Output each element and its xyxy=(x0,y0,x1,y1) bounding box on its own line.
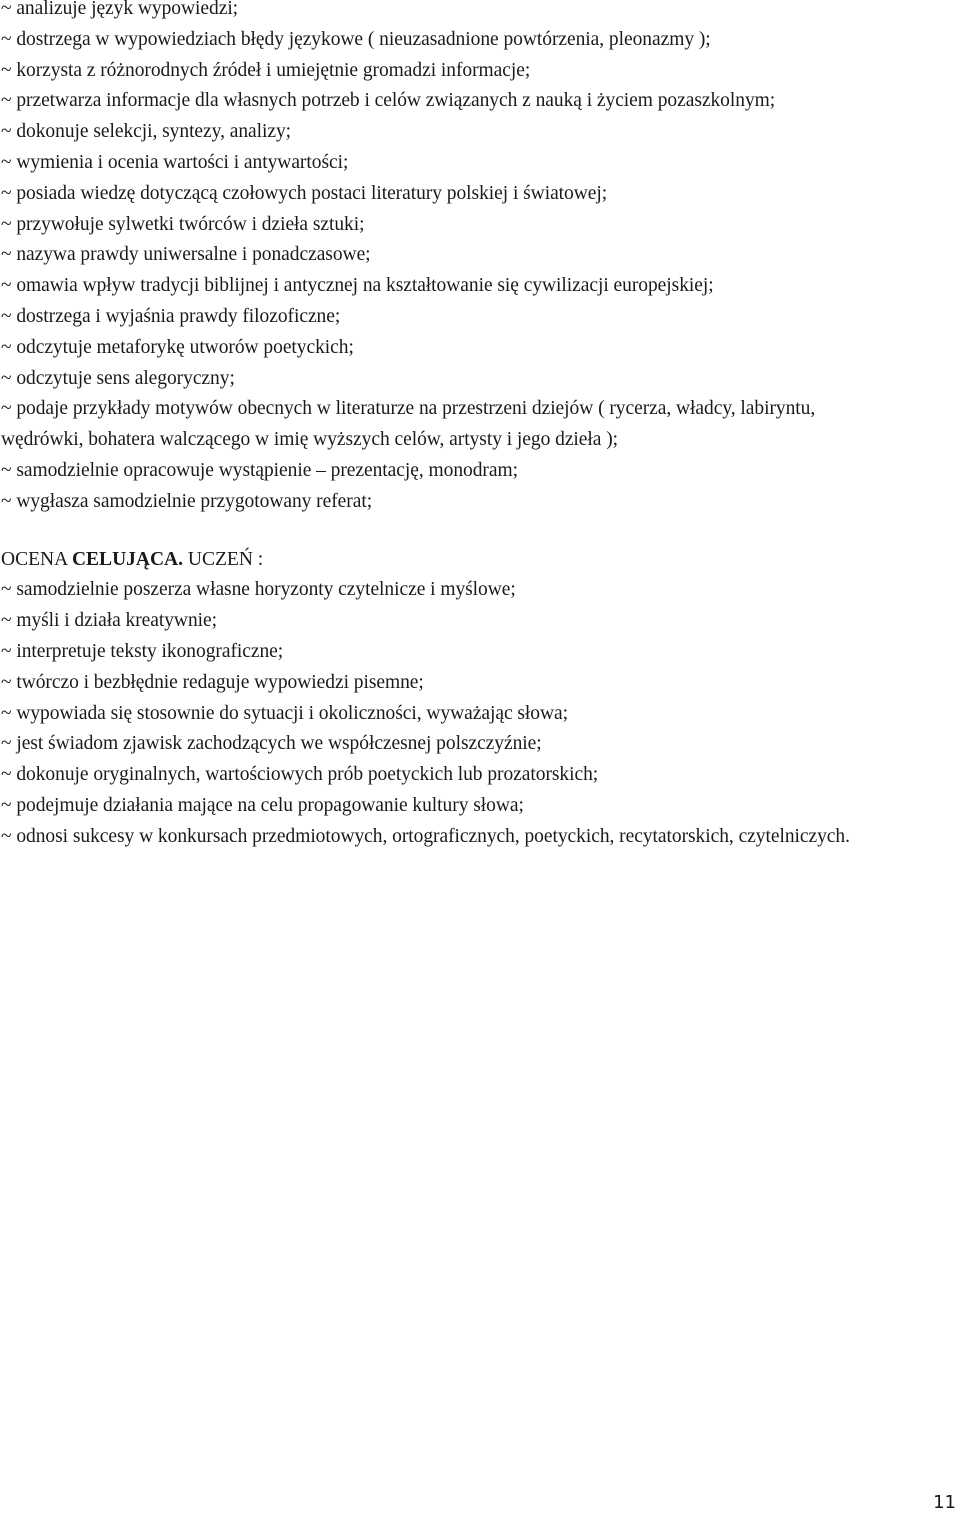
list-item: ~ dokonuje oryginalnych, wartościowych prób poetyckich lub prozatorskich; xyxy=(1,764,599,786)
page-number: 11 xyxy=(933,1492,956,1513)
section-spacer xyxy=(1,518,953,545)
list-item: ~ korzysta z różnorodnych źródeł i umiejętnie gromadzi informacje; xyxy=(1,59,531,81)
list-item: ~ dostrzega w wypowiedziach błędy językowe ( nieuzasadnione powtórzenia, pleonazmy ); xyxy=(1,28,711,50)
list-item: ~ samodzielnie poszerza własne horyzonty czytelnicze i myślowe; xyxy=(1,579,516,601)
list-item: ~ przetwarza informacje dla własnych potrzeb i celów związanych z nauką i życiem pozaszkolnym; xyxy=(1,90,776,112)
requirements-list-top xyxy=(1,0,953,518)
grade-heading xyxy=(1,545,953,576)
list-item: ~ podaje przykłady motywów obecnych w literaturze na przestrzeni dziejów ( rycerza, władcy, labiryntu, wędrówki, bohatera walczącego w imię wyższych celów, artysty i jego dzieła ); xyxy=(1,398,816,451)
grade-heading-suffix: UCZEŃ : xyxy=(183,548,264,570)
list-item: ~ twórczo i bezbłędnie redaguje wypowiedzi pisemne; xyxy=(1,671,424,693)
list-item: ~ wypowiada się stosownie do sytuacji i okoliczności, wyważając słowa; xyxy=(1,702,568,724)
list-item: ~ nazywa prawdy uniwersalne i ponadczasowe; xyxy=(1,244,371,266)
list-item: ~ odczytuje metaforykę utworów poetyckich; xyxy=(1,336,354,358)
list-item: ~ wymienia i ocenia wartości i antywartości; xyxy=(1,151,349,173)
list-item: ~ samodzielnie opracowuje wystąpienie – prezentację, monodram; xyxy=(1,459,518,481)
list-item: ~ jest świadom zjawisk zachodzących we współczesnej polszczyźnie; xyxy=(1,733,542,755)
list-item: ~ interpretuje teksty ikonograficzne; xyxy=(1,640,284,662)
list-item: ~ wygłasza samodzielnie przygotowany referat; xyxy=(1,490,373,512)
list-item: ~ myśli i działa kreatywnie; xyxy=(1,610,218,632)
requirements-list-celujaca xyxy=(1,575,953,852)
page-content xyxy=(1,0,953,853)
list-item: ~ odczytuje sens alegoryczny; xyxy=(1,367,235,389)
list-item: ~ podejmuje działania mające na celu propagowanie kultury słowa; xyxy=(1,794,524,816)
list-item: ~ omawia wpływ tradycji biblijnej i antycznej na kształtowanie się cywilizacji europejskiej; xyxy=(1,275,714,297)
list-item: ~ przywołuje sylwetki twórców i dzieła sztuki; xyxy=(1,213,365,235)
list-item: ~ odnosi sukcesy w konkursach przedmiotowych, ortograficznych, poetyckich, recytatorskich, czytelniczych. xyxy=(1,825,850,847)
list-item: ~ dokonuje selekcji, syntezy, analizy; xyxy=(1,121,292,143)
list-item: ~ analizuje język wypowiedzi; xyxy=(1,0,239,19)
grade-heading-prefix: OCENA xyxy=(1,548,72,570)
list-item: ~ dostrzega i wyjaśnia prawdy filozoficzne; xyxy=(1,305,341,327)
grade-heading-grade: CELUJĄCA. xyxy=(71,548,184,570)
list-item: ~ posiada wiedzę dotyczącą czołowych postaci literatury polskiej i światowej; xyxy=(1,182,608,204)
